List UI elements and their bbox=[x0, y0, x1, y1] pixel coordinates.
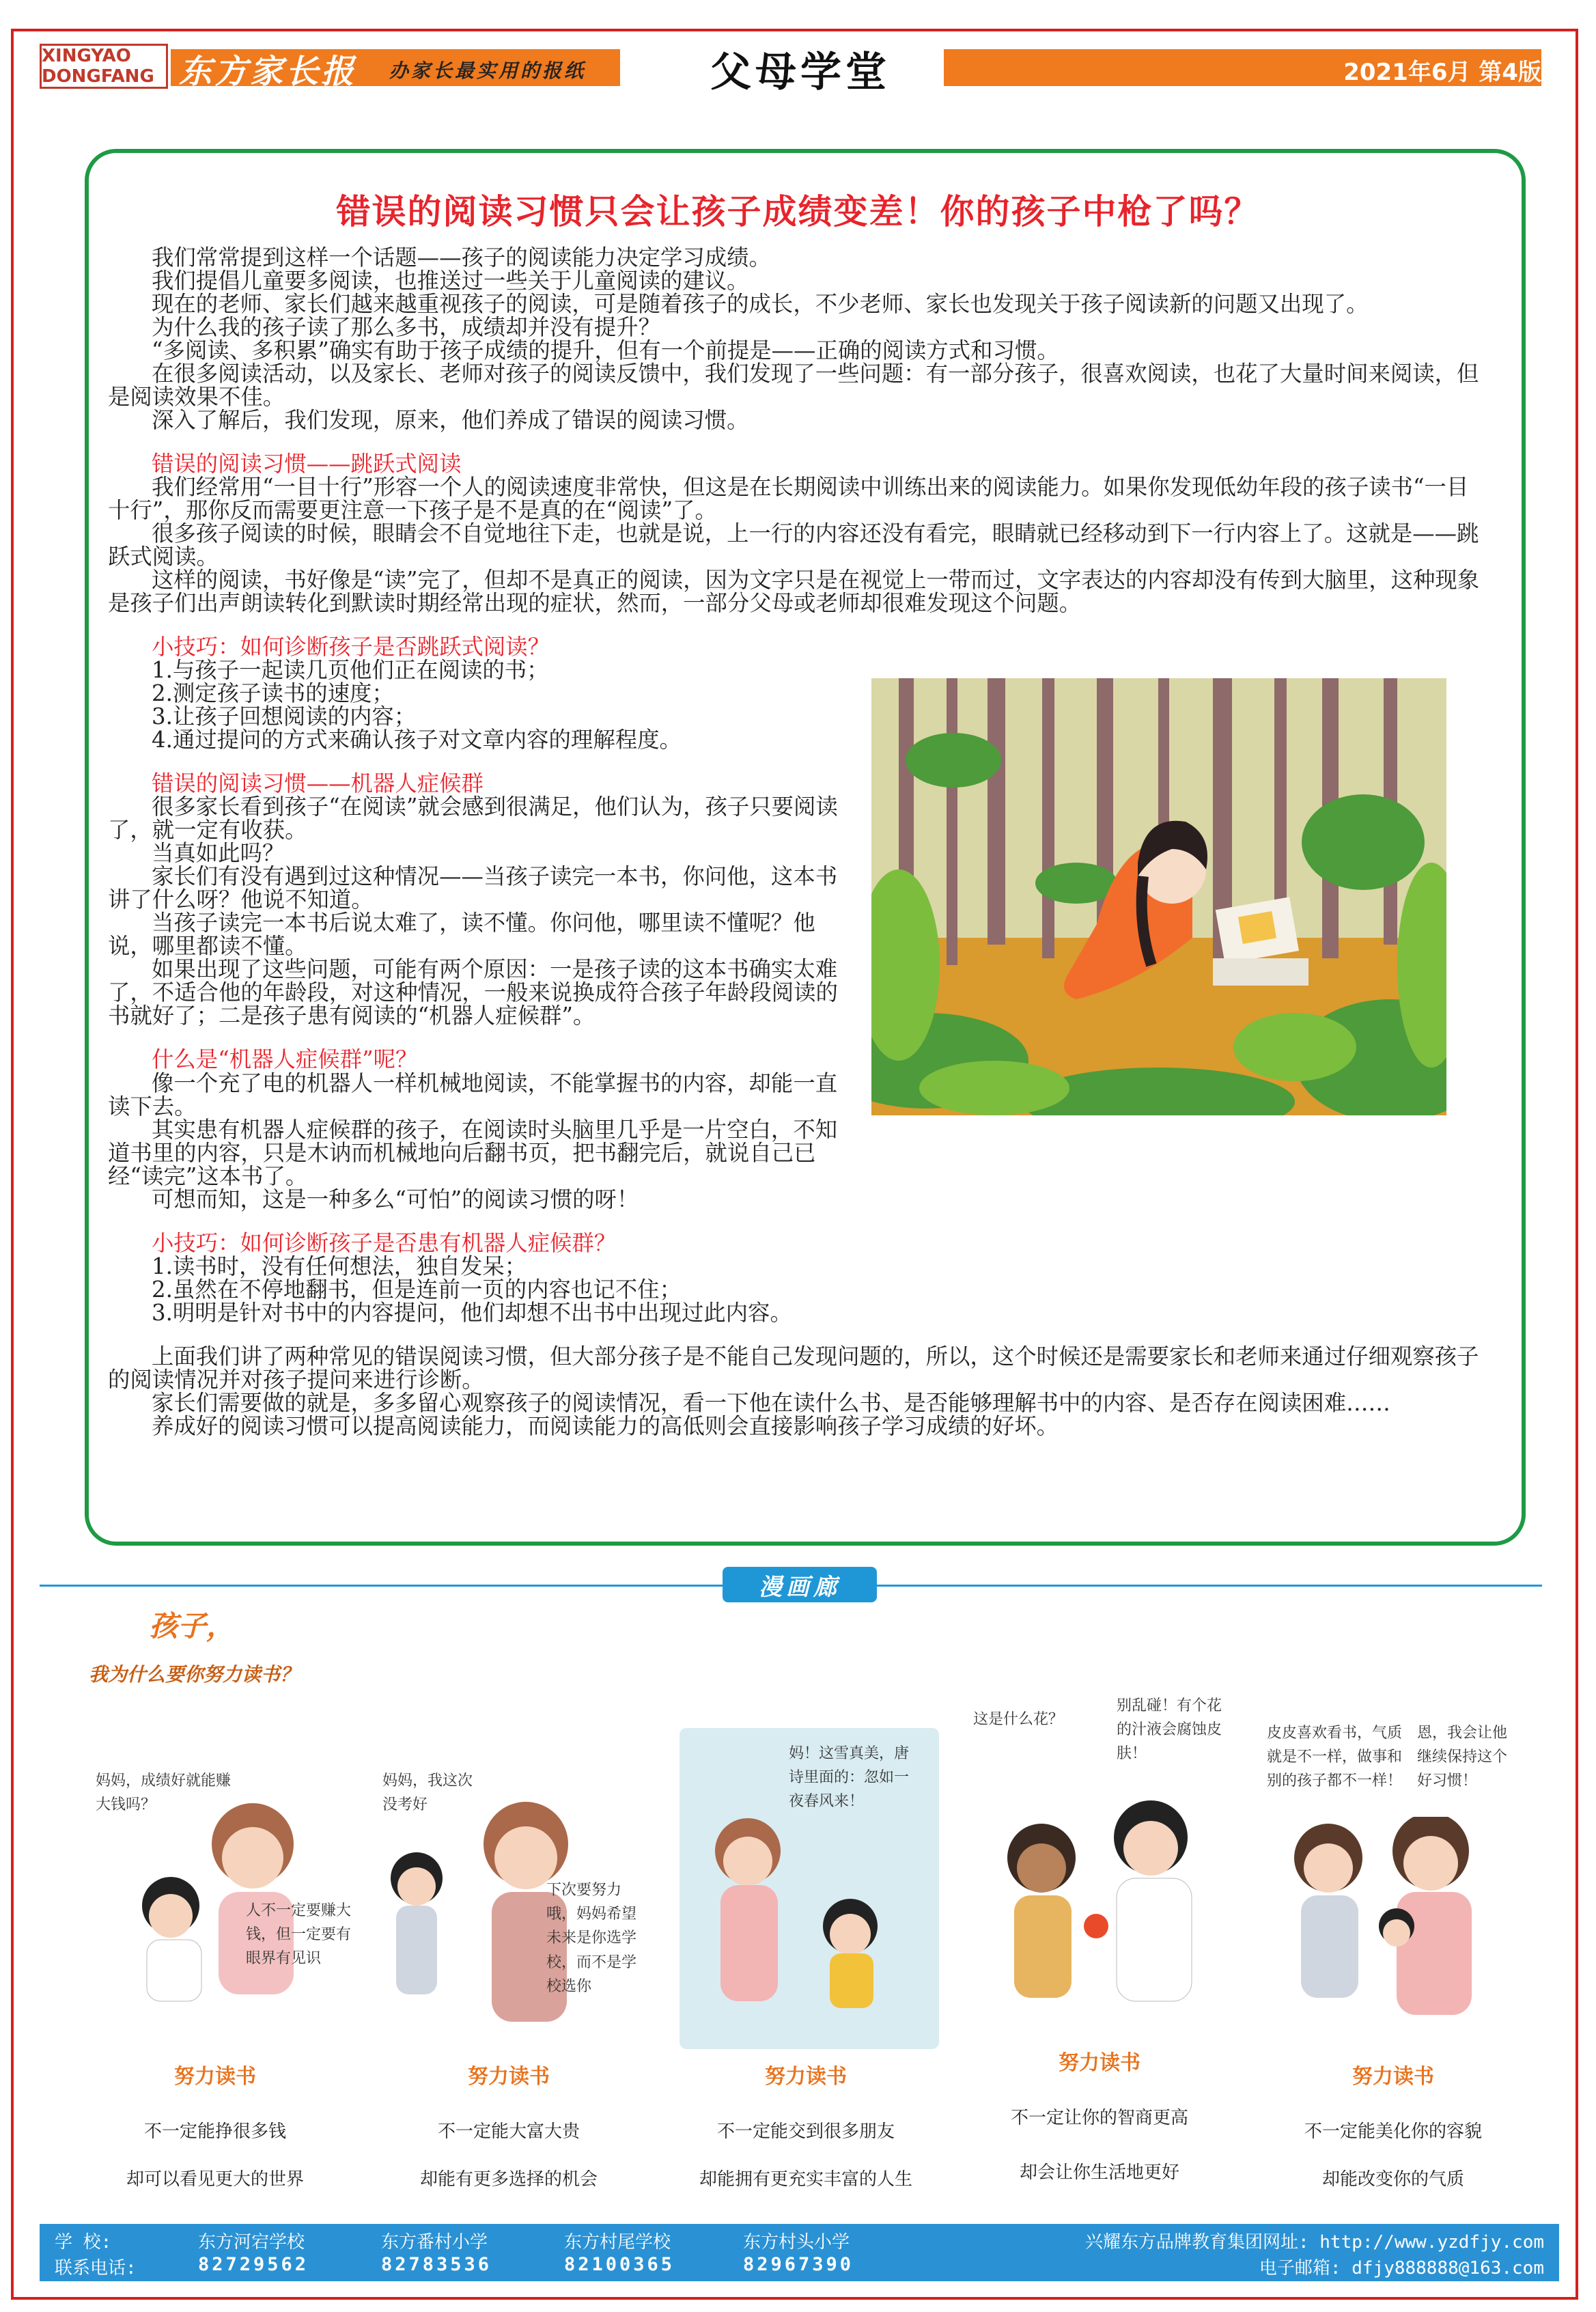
caption-line: 不一定能挣很多钱 bbox=[143, 2121, 286, 2142]
list-item: 3.明明是针对书中的内容提问，他们却想不出书中出现过此内容。 bbox=[152, 1299, 792, 1326]
speech-bubble: 妈！这雪真美，唐诗里面的：忽如一夜春风来！ bbox=[789, 1745, 910, 1811]
caption-line: 却能拥有更充实丰富的人生 bbox=[699, 2169, 912, 2190]
paragraph: 当孩子读完一本书后说太难了，读不懂。你问他，哪里读不懂呢？他说，哪里都读不懂。 bbox=[108, 910, 815, 960]
paragraph: 这样的阅读，书好像是“读”完了，但却不是真正的阅读，因为文字只是在视觉上一带而过，文字表达的内容却没有传到大脑里，这种现象是孩子们出声朗读转化到默读时期经常出现的症状，然而，一部分父母或老师却很难发现这个问题。 bbox=[108, 567, 1480, 617]
caption-title: 努力读书 bbox=[468, 2065, 550, 2089]
email-link[interactable]: 电子邮箱: dfjy888888@163.com bbox=[1259, 2258, 1544, 2279]
school-phone: 82783536 bbox=[381, 2254, 492, 2275]
list-item: 4.通过提问的方式来确认孩子对文章内容的理解程度。 bbox=[152, 727, 682, 753]
article-headline: 错误的阅读习惯只会让孩子成绩变差！你的孩子中枪了吗？ bbox=[336, 192, 1260, 232]
list-item: 1.与孩子一起读几页他们正在阅读的书； bbox=[152, 657, 549, 684]
caption-line: 却能改变你的气质 bbox=[1321, 2169, 1464, 2190]
list-item: 2.测定孩子读书的速度； bbox=[152, 680, 394, 707]
footer-bar bbox=[40, 2224, 1559, 2281]
paragraph: 养成好的阅读习惯可以提高阅读能力，而阅读能力的高低则会直接影响孩子学习成绩的好坏。 bbox=[152, 1412, 1059, 1439]
comic-figure bbox=[693, 1789, 925, 2035]
paragraph: 如果出现了这些问题，可能有两个原因：一是孩子读的这本书确实太难了，不适合他的年龄段，对这种情况，一般来说换成符合孩子年龄段阅读的书就好了；二是孩子患有阅读的“机器人症候群”。 bbox=[108, 956, 838, 1029]
website-link[interactable]: 兴耀东方品牌教育集团网址: http://www.yzdfjy.com bbox=[1084, 2232, 1544, 2253]
logo: XINGYAO DONGFANG bbox=[40, 44, 168, 89]
paragraph: 当真如此吗？ bbox=[152, 840, 285, 867]
caption-line: 却可以看见更大的世界 bbox=[126, 2169, 304, 2190]
paragraph: 上面我们讲了两种常见的错误阅读习惯，但大部分孩子是不能自己发现问题的，所以，这个时候还是需要家长和老师来通过仔细观察孩子的阅读情况并对孩子提问来进行诊断。 bbox=[108, 1343, 1479, 1393]
comic-panel bbox=[1253, 1680, 1533, 2199]
paragraph: 其实患有机器人症候群的孩子，在阅读时头脑里几乎是一片空白，不知道书里的内容，只是木讷而机械地向后翻书页，把书翻完后，就说自己已经“读完”这本书了。 bbox=[108, 1116, 838, 1189]
paragraph: 很多家长看到孩子“在阅读”就会感到很满足，他们认为，孩子只要阅读了，就一定有收获。 bbox=[108, 794, 838, 844]
school-label: 学 校: bbox=[55, 2232, 112, 2253]
speech-bubble: 别乱碰！有个花的汁液会腐蚀皮肤！ bbox=[1117, 1697, 1222, 1763]
school-phone: 82967390 bbox=[743, 2254, 854, 2275]
caption-title: 努力读书 bbox=[1059, 2051, 1140, 2075]
paragraph: 很多孩子阅读的时候，眼睛会不自觉地往下走，也就是说，上一行的内容还没有看完，眼睛就已经移动到下一行内容上了。这就是——跳跃式阅读。 bbox=[108, 520, 1479, 570]
comic-panel bbox=[960, 1680, 1240, 2199]
section-heading: 什么是“机器人症候群”呢？ bbox=[152, 1046, 418, 1073]
issue-date: 2021年6月 第4版 bbox=[1343, 59, 1541, 86]
paragraph: 我们常常提到这样一个话题——孩子的阅读能力决定学习成绩。 bbox=[152, 245, 771, 270]
school-phone: 82729562 bbox=[198, 2254, 309, 2275]
caption-line: 不一定让你的智商更高 bbox=[1010, 2108, 1188, 2128]
paragraph: 可想而知，这是一种多么“可怕”的阅读习惯的呀！ bbox=[152, 1186, 639, 1212]
comic-figure bbox=[980, 1783, 1226, 2029]
speech-bubble: 妈妈，我这次没考好 bbox=[382, 1772, 473, 1814]
comic-title: 孩子， bbox=[149, 1609, 236, 1643]
caption-line: 不一定能美化你的容貌 bbox=[1304, 2121, 1482, 2142]
caption-line: 却能有更多选择的机会 bbox=[419, 2169, 598, 2190]
left-column bbox=[108, 635, 859, 1210]
paper-slogan: 办家长最实用的报纸 bbox=[389, 59, 587, 82]
section-heading: 错误的阅读习惯——跳跃式阅读 bbox=[152, 451, 462, 477]
paragraph: 像一个充了电的机器人一样机械地阅读，不能掌握书的内容，却能一直读下去。 bbox=[108, 1070, 838, 1119]
caption-line: 却会让你生活地更好 bbox=[1019, 2162, 1179, 2183]
speech-bubble: 恩，我会让他继续保持这个好习惯！ bbox=[1417, 1725, 1508, 1790]
list-item: 3.让孩子回想阅读的内容； bbox=[152, 704, 417, 730]
phone-label: 联系电话: bbox=[55, 2258, 137, 2279]
comic-panel bbox=[666, 1680, 946, 2199]
paper-name: 东方家长报 bbox=[179, 53, 357, 91]
section-heading: 错误的阅读习惯——机器人症候群 bbox=[152, 770, 484, 797]
school-name: 东方番村小学 bbox=[381, 2232, 488, 2253]
reading-girl-illustration bbox=[871, 678, 1446, 1115]
comic-tab: 漫画廊 bbox=[723, 1567, 877, 1602]
speech-bubble: 下次要努力哦，妈妈希望未来是你选学校，而不是学校选你 bbox=[546, 1882, 637, 1995]
caption-title: 努力读书 bbox=[174, 2065, 256, 2089]
speech-bubble: 皮皮喜欢看书，气质就是不一样，做事和别的孩子都不一样！ bbox=[1267, 1725, 1403, 1790]
paragraph: 我们经常用“一目十行”形容一个人的阅读速度非常快，但这是在长期阅读中训练出来的阅读能力。如果你发现低幼年段的孩子读书“一目十行”，那你反而需要更注意一下孩子是不是真的在“阅读”了。 bbox=[108, 474, 1469, 524]
paragraph: 家长们需要做的就是，多多留心观察孩子的阅读情况，看一下他在读什么书、是否能够理解书中的内容、是否存在阅读困难…… bbox=[152, 1389, 1390, 1416]
speech-bubble: 妈妈，成绩好就能赚大钱吗？ bbox=[96, 1772, 232, 1814]
school-name: 东方河宕学校 bbox=[198, 2232, 305, 2253]
comic-figure bbox=[1274, 1817, 1506, 2035]
school-name: 东方村尾学校 bbox=[564, 2232, 671, 2253]
school-phone: 82100365 bbox=[564, 2254, 675, 2275]
paragraph: 深入了解后，我们发现，原来，他们养成了错误的阅读习惯。 bbox=[152, 407, 749, 434]
comic-panel bbox=[75, 1680, 355, 2199]
comic-subtitle: 我为什么要你努力读书？ bbox=[89, 1663, 300, 1686]
school-name: 东方村头小学 bbox=[743, 2232, 850, 2253]
section-title: 父母学堂 bbox=[710, 48, 891, 96]
caption-title: 努力读书 bbox=[765, 2065, 847, 2089]
paragraph: 现在的老师、家长们越来越重视孩子的阅读，可是随着孩子的成长，不少老师、家长也发现关于孩子阅读新的问题又出现了。 bbox=[152, 291, 1369, 318]
caption-title: 努力读书 bbox=[1352, 2065, 1434, 2089]
tip-heading: 小技巧：如何诊断孩子是否跳跃式阅读？ bbox=[152, 634, 550, 660]
paragraph: 为什么我的孩子读了那么多书，成绩却并没有提升？ bbox=[152, 314, 660, 341]
caption-line: 不一定能大富大贵 bbox=[437, 2121, 580, 2142]
speech-bubble: 这是什么花？ bbox=[973, 1711, 1064, 1728]
caption-line: 不一定能交到很多朋友 bbox=[716, 2121, 895, 2142]
comic-panel bbox=[369, 1680, 649, 2199]
tip-heading: 小技巧：如何诊断孩子是否患有机器人症候群？ bbox=[152, 1229, 617, 1256]
speech-bubble: 人不一定要赚大钱，但一定要有眼界有见识 bbox=[246, 1902, 352, 1968]
paragraph: 我们提倡儿童要多阅读，也推送过一些关于儿童阅读的建议。 bbox=[152, 268, 749, 294]
list-item: 2.虽然在不停地翻书，但是连前一页的内容也记不住； bbox=[152, 1276, 682, 1303]
paragraph: “多阅读、多积累”确实有助于孩子成绩的提升，但有一个前提是——正确的阅读方式和习惯。 bbox=[152, 337, 1059, 364]
paragraph: 在很多阅读活动，以及家长、老师对孩子的阅读反馈中，我们发现了一些问题：有一部分孩子，很喜欢阅读，也花了大量时间来阅读，但是阅读效果不佳。 bbox=[108, 361, 1479, 410]
paragraph: 家长们有没有遇到过这种情况——当孩子读完一本书，你问他，这本书讲了什么呀？他说不知道。 bbox=[108, 863, 838, 913]
list-item: 1.读书时，没有任何想法，独自发呆； bbox=[152, 1253, 527, 1279]
